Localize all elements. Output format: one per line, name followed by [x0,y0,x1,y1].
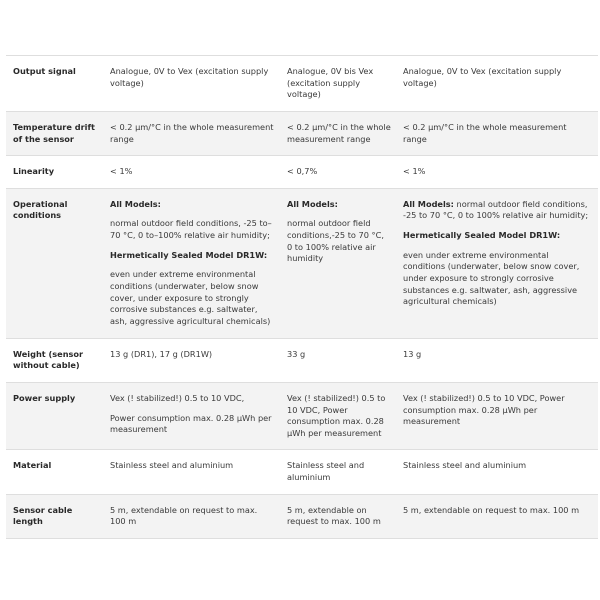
table-cell [397,450,598,494]
cell-paragraph [403,166,592,178]
cell-text: 33 g [287,348,306,359]
cell-paragraph [403,122,592,145]
cell-text: 13 g [403,348,422,359]
cell-text: 5 m, extendable on request to max. 100 m [287,504,381,527]
cell-paragraph [287,218,391,265]
cell-paragraph [110,250,275,262]
row-label: Weight (sensor without cable) [13,348,84,371]
table-row [6,382,598,450]
row-label: Sensor cable length [13,504,73,527]
cell-text: Analogue, 0V bis Vex (excitation supply voltage) [287,66,374,100]
cell-paragraph [110,199,275,211]
cell-text: Power consumption max. 0.28 µWh per measurement [110,412,272,435]
cell-text: Vex (! stabilized!) 0.5 to 10 VDC, Power consumption max. 0.28 µWh per measurement [403,392,565,427]
cell-text: < 0.2 µm/°C in the whole measurement range [287,121,391,144]
row-label: Output signal [13,66,76,76]
table-cell [281,56,397,112]
spec-table-body [6,56,598,539]
cell-bold-text: Hermetically Sealed Model DR1W: [110,249,268,260]
cell-paragraph [287,393,391,440]
table-cell [104,188,281,338]
table-row [6,56,598,112]
cell-paragraph [403,349,592,361]
cell-paragraph [403,250,592,308]
cell-text: < 0.2 µm/°C in the whole measurement range [110,121,274,144]
cell-paragraph [287,122,391,145]
cell-text: 5 m, extendable on request to max. 100 m [403,504,580,515]
cell-text: 5 m, extendable on request to max. 100 m [110,504,258,527]
cell-paragraph [110,218,275,241]
cell-text: Stainless steel and aluminium [403,460,527,471]
table-cell [281,450,397,494]
cell-text: normal outdoor field conditions, -25 to–70 °C, 0 to–100% relative air humidity; [110,218,272,241]
table-cell [397,188,598,338]
cell-text: even under extreme environmental conditions (underwater, below snow cover, under exposure to strongly corrosive substances e.g. saltwater, ash, aggressive agricultural chemicals) [403,249,580,307]
table-cell [104,56,281,112]
cell-text: 13 g (DR1), 17 g (DR1W) [110,348,213,359]
table-cell [397,111,598,155]
cell-paragraph [110,413,275,436]
cell-bold-text: All Models: [287,198,338,209]
table-cell [397,382,598,450]
cell-text: Stainless steel and aluminium [287,460,365,483]
cell-paragraph [287,349,391,361]
cell-bold-text: Hermetically Sealed Model DR1W: [403,230,561,241]
cell-text: Vex (! stabilized!) 0.5 to 10 VDC, [110,392,245,403]
table-cell [397,56,598,112]
table-cell [104,450,281,494]
table-cell [397,156,598,189]
cell-paragraph [287,66,391,101]
cell-text: < 0.2 µm/°C in the whole measurement range [403,121,567,144]
cell-text: < 0,7% [287,166,318,177]
table-cell [281,382,397,450]
table-row [6,494,598,538]
spec-table [6,55,598,539]
table-cell [281,156,397,189]
table-cell [281,111,397,155]
cell-paragraph [110,66,275,89]
cell-paragraph [110,505,275,528]
cell-paragraph [287,166,391,178]
cell-paragraph [403,199,592,222]
cell-paragraph [110,393,275,405]
cell-text: < 1% [110,166,133,177]
table-cell [104,111,281,155]
cell-text: < 1% [403,166,426,177]
cell-paragraph [110,166,275,178]
cell-paragraph [110,122,275,145]
cell-paragraph [403,230,592,242]
table-row [6,188,598,338]
cell-text: Stainless steel and aluminium [110,460,234,471]
row-label: Linearity [13,166,55,177]
cell-paragraph [403,505,592,517]
cell-text: Analogue, 0V to Vex (excitation supply voltage) [403,66,562,88]
cell-paragraph [110,269,275,327]
table-cell [397,338,598,382]
cell-paragraph [287,460,391,483]
table-row [6,450,598,494]
table-cell [104,156,281,189]
table-cell [397,494,598,538]
cell-paragraph [287,199,391,211]
cell-text: Analogue, 0V to Vex (excitation supply voltage) [110,66,269,88]
cell-paragraph [403,460,592,472]
table-row [6,338,598,382]
table-cell [104,338,281,382]
table-cell [281,338,397,382]
table-cell [281,494,397,538]
cell-paragraph [403,393,592,428]
table-cell [104,494,281,538]
row-label: Power supply [13,392,76,403]
cell-paragraph [110,460,275,472]
cell-text: normal outdoor field conditions,-25 to 70 °C, 0 to 100% relative air humidity [287,218,384,264]
cell-text: Vex (! stabilized!) 0.5 to 10 VDC, Power consumption max. 0.28 µWh per measurement [287,392,386,438]
cell-text: even under extreme environmental conditions (underwater, below snow cover, under exposure to strongly corrosive substances e.g. saltwater, ash, aggressive agricultural chemicals) [110,269,271,326]
table-row [6,111,598,155]
cell-paragraph [110,349,275,361]
row-label: Operational conditions [13,198,68,221]
row-label: Temperature drift of the sensor [13,121,95,144]
cell-bold-text: All Models: [403,198,454,209]
cell-paragraph [287,505,391,528]
cell-text: normal outdoor field conditions, -25 to 70 °C, 0 to 100% relative air humidity; [403,198,589,221]
row-label: Material [13,460,52,471]
cell-bold-text: All Models: [110,198,161,209]
cell-paragraph [403,66,592,89]
table-cell [104,382,281,450]
table-row [6,156,598,189]
table-cell [281,188,397,338]
